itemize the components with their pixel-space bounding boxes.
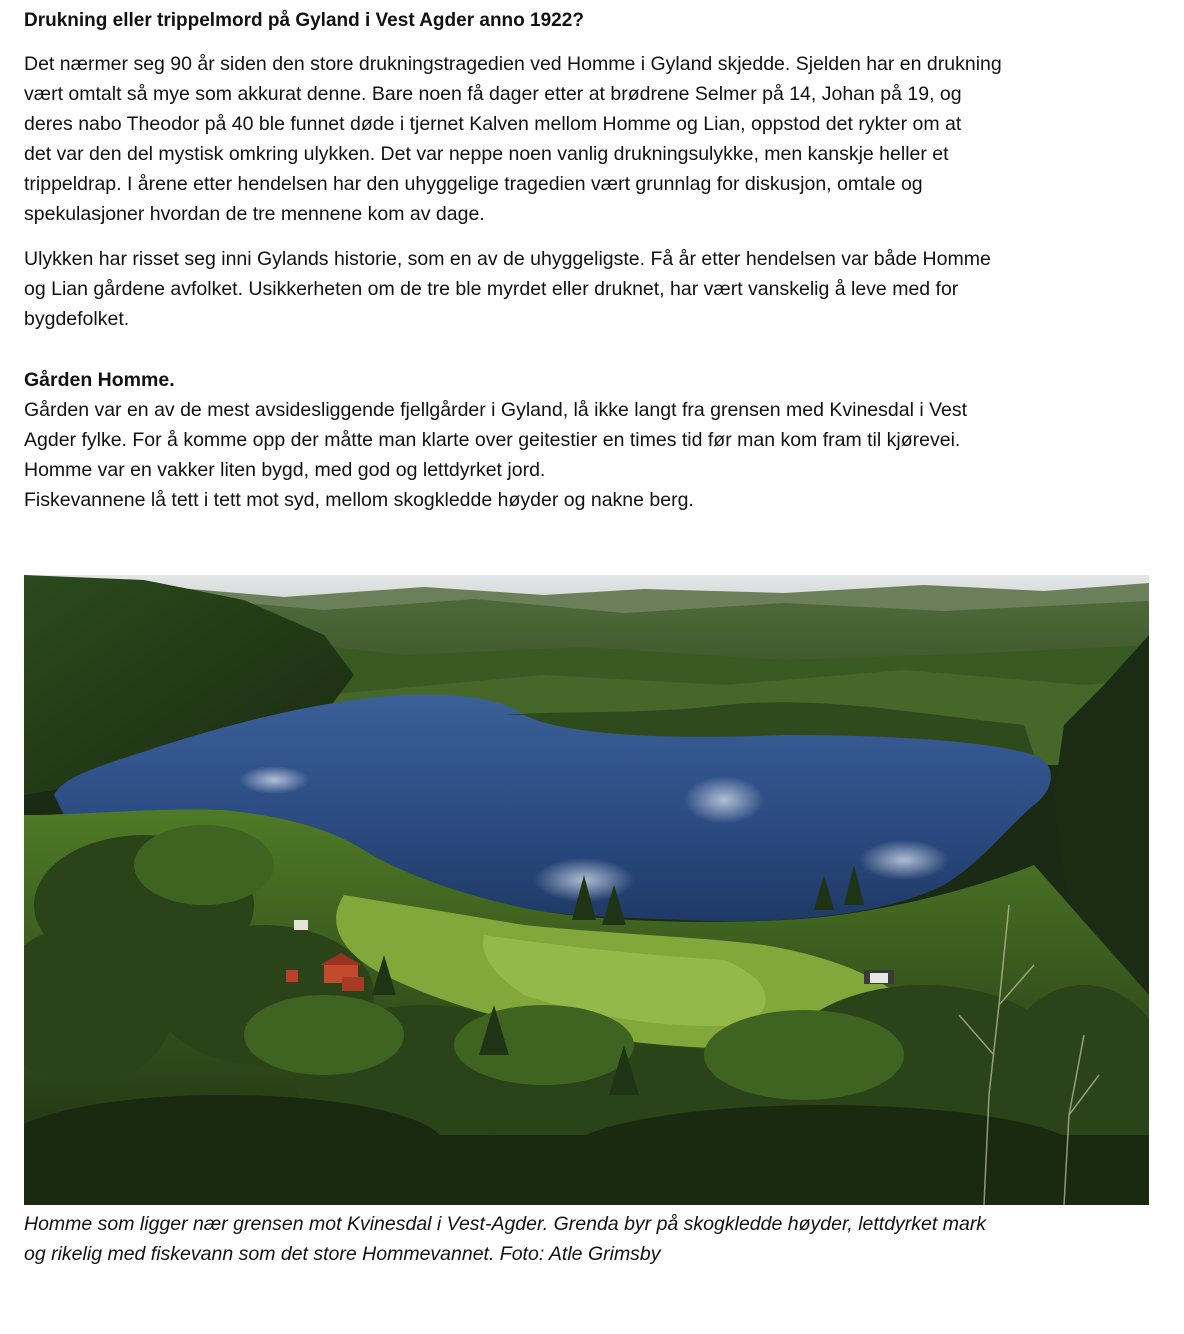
second-paragraph xyxy=(24,244,1104,334)
section-line: Fiskevannene lå tett i tett mot syd, mellom skogkledde høyder og nakne berg. xyxy=(24,489,694,511)
intro-line: Det nærmer seg 90 år siden den store drukningstragedien ved Homme i Gyland skjedde. Sjelden har en drukning xyxy=(24,53,1002,75)
second-line: og Lian gårdene avfolket. Usikkerheten om de tre ble myrdet eller druknet, har vært vanskelig å leve med for xyxy=(24,278,959,300)
intro-line: det var den del mystisk omkring ulykken. Det var neppe noen vanlig drukningsulykke, men kanskje heller et xyxy=(24,143,949,165)
section-paragraph xyxy=(24,395,1104,515)
intro-paragraph xyxy=(24,49,1104,229)
caption-line: Homme som ligger nær grensen mot Kvinesdal i Vest-Agder. Grenda byr på skogkledde høyder, lettdyrket mark xyxy=(24,1213,987,1235)
section-line: Gården var en av de mest avsidesliggende fjellgårder i Gyland, lå ikke langt fra grensen med Kvinesdal i Vest xyxy=(24,399,968,421)
second-line: Ulykken har risset seg inni Gylands historie, som en av de uhyggeligste. Få år etter hendelsen var både Homme xyxy=(24,248,991,270)
section-heading: Gården Homme. xyxy=(24,369,175,391)
landscape-photo xyxy=(24,575,1149,1205)
section-line: Homme var en vakker liten bygd, med god og lettdyrket jord. xyxy=(24,459,546,481)
caption-line: og rikelig med fiskevann som det store Hommevannet. Foto: Atle Grimsby xyxy=(24,1243,661,1265)
intro-line: vært omtalt så mye som akkurat denne. Bare noen få dager etter at brødrene Selmer på 14, Johan på 19, og xyxy=(24,83,962,105)
lake-landscape-illustration xyxy=(24,575,1149,1205)
article-title: Drukning eller trippelmord på Gyland i Vest Agder anno 1922? xyxy=(24,10,584,31)
intro-line: deres nabo Theodor på 40 ble funnet døde i tjernet Kalven mellom Homme og Lian, oppstod det rykter om at xyxy=(24,113,962,135)
section-line: Agder fylke. For å komme opp der måtte man klarte over geitestier en times tid før man kom fram til kjørevei. xyxy=(24,429,961,451)
photo-caption xyxy=(24,1209,986,1269)
second-line: bygdefolket. xyxy=(24,308,130,330)
intro-line: spekulasjoner hvordan de tre mennene kom av dage. xyxy=(24,203,485,225)
intro-line: trippeldrap. I årene etter hendelsen har den uhyggelige tragedien vært grunnlag for diskusjon, omtale og xyxy=(24,173,923,195)
